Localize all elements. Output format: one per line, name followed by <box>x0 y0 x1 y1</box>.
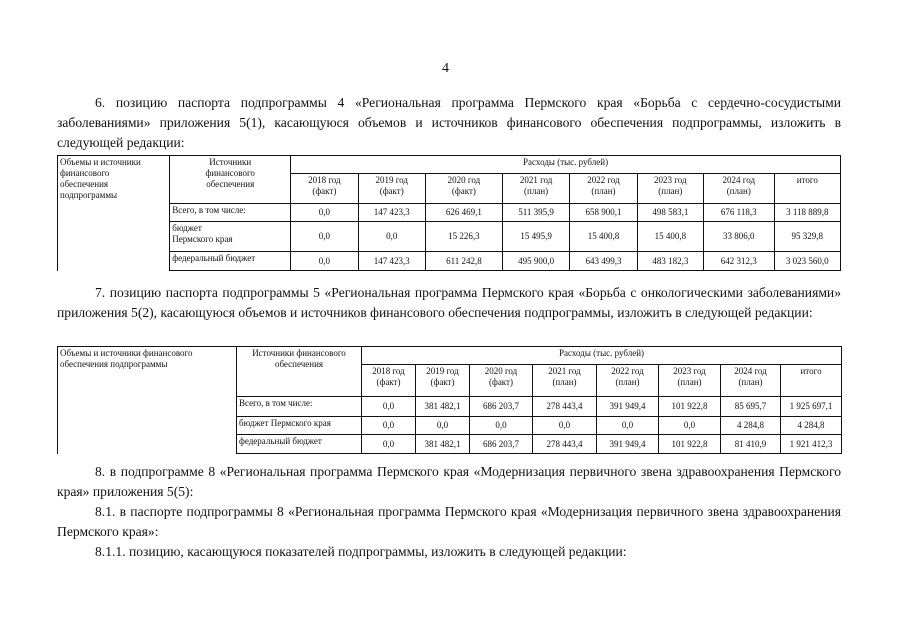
year-header <box>291 174 358 204</box>
year-header-line: 2021 год <box>548 366 581 376</box>
value-cell: 0,0 <box>533 417 597 435</box>
row-label <box>170 222 291 252</box>
value-cell: 0,0 <box>470 417 533 435</box>
value-cell: 1 921 412,3 <box>781 435 842 454</box>
year-header-line: (план) <box>552 377 577 387</box>
header-volumes-sources <box>58 347 237 454</box>
year-header-line: 2018 год <box>308 175 341 185</box>
value-cell: 4 284,8 <box>721 417 781 435</box>
year-header-line: (факт) <box>376 377 401 387</box>
value-cell: 626 469,1 <box>425 204 502 222</box>
value-cell: 101 922,8 <box>659 397 721 417</box>
table-row <box>58 222 841 252</box>
year-header <box>570 174 637 204</box>
value-cell: 0,0 <box>362 435 416 454</box>
value-cell: 15 400,8 <box>570 222 637 252</box>
value-cell: 0,0 <box>291 252 358 271</box>
value-cell: 3 118 889,8 <box>774 204 840 222</box>
year-header <box>533 365 597 397</box>
year-header <box>358 174 425 204</box>
row-label <box>237 417 362 435</box>
value-cell: 15 400,8 <box>637 222 703 252</box>
year-header-line: (факт) <box>488 377 513 387</box>
header-expenses: Расходы (тыс. рублей) <box>291 156 841 174</box>
year-header <box>470 365 533 397</box>
paragraph-8-1-1: 8.1.1. позицию, касающуюся показателей подпрограммы, изложить в следующей редакции: <box>95 544 627 559</box>
header-financing-sources-line: финансового <box>205 168 255 178</box>
header-financing-sources <box>170 156 291 204</box>
value-cell: 511 395,9 <box>502 204 569 222</box>
paragraph-6: 6. позицию паспорта подпрограммы 4 «Региональная программа Пермского края «Борьба с сердечно-сосудистыми заболеваниями» приложения 5(1), касающуюся объемов и источников финансового обеспечения подпрограммы, изложить в следующей редакции: <box>57 95 841 150</box>
year-header-line: 2020 год <box>447 175 481 185</box>
year-header-line: 2022 год <box>611 366 644 376</box>
year-header <box>659 365 721 397</box>
value-cell: 0,0 <box>362 417 416 435</box>
value-cell: 0,0 <box>291 204 358 222</box>
year-header-line: (план) <box>591 186 616 196</box>
year-header <box>781 365 842 397</box>
year-header <box>597 365 659 397</box>
value-cell: 101 922,8 <box>659 435 721 454</box>
header-financing-sources-line: Источники <box>209 157 252 167</box>
year-header <box>637 174 703 204</box>
header-volumes-sources-line: Объемы и источники финансового <box>60 348 193 358</box>
paragraph-8: 8. в подпрограмме 8 «Региональная программа Пермского края «Модернизация первичного звена здравоохранения Пермского края» приложения 5(5): <box>57 464 841 499</box>
year-header-line: итого <box>800 366 822 376</box>
header-financing-sources-line: обеспечения <box>274 359 324 369</box>
value-cell: 686 203,7 <box>470 435 533 454</box>
year-header-line: 2019 год <box>426 366 459 376</box>
row-label <box>237 435 362 454</box>
year-header <box>502 174 569 204</box>
year-header <box>721 365 781 397</box>
year-header-line: (факт) <box>379 186 404 196</box>
row-label-line: Всего, в том числе: <box>172 205 246 215</box>
year-header-line: 2021 год <box>519 175 553 185</box>
value-cell: 391 949,4 <box>597 435 659 454</box>
value-cell: 686 203,7 <box>470 397 533 417</box>
page-number: 4 <box>442 61 449 76</box>
value-cell: 0,0 <box>597 417 659 435</box>
value-cell: 611 242,8 <box>425 252 502 271</box>
value-cell: 658 900,1 <box>570 204 637 222</box>
value-cell: 147 423,3 <box>358 252 425 271</box>
value-cell: 147 423,3 <box>358 204 425 222</box>
value-cell: 33 806,0 <box>703 222 774 252</box>
year-header <box>774 174 840 204</box>
value-cell: 643 499,3 <box>570 252 637 271</box>
value-cell: 391 949,4 <box>597 397 659 417</box>
value-cell: 381 482,1 <box>416 397 470 417</box>
header-volumes-sources-line: обеспечения подпрограммы <box>60 359 168 369</box>
value-cell: 0,0 <box>659 417 721 435</box>
year-header-line: 2024 год <box>734 366 767 376</box>
value-cell: 0,0 <box>416 417 470 435</box>
year-header-line: 2022 год <box>587 175 620 185</box>
year-header <box>362 365 416 397</box>
financing-table-2 <box>57 346 842 454</box>
year-header-line: 2024 год <box>722 175 756 185</box>
value-cell: 278 443,4 <box>533 435 597 454</box>
row-label-line: бюджет Пермского края <box>239 418 331 428</box>
year-header-line: (факт) <box>430 377 455 387</box>
header-financing-sources <box>237 347 362 397</box>
year-header-line: (план) <box>677 377 702 387</box>
year-header-line: 2018 год <box>372 366 405 376</box>
financing-table-1 <box>57 155 841 271</box>
header-financing-sources-line: Источники финансового <box>252 348 346 358</box>
row-label-line: Всего, в том числе: <box>239 398 313 408</box>
value-cell: 642 312,3 <box>703 252 774 271</box>
value-cell: 0,0 <box>358 222 425 252</box>
table-row <box>58 252 841 271</box>
value-cell: 0,0 <box>362 397 416 417</box>
value-cell: 3 023 560,0 <box>774 252 840 271</box>
value-cell: 1 925 697,1 <box>781 397 842 417</box>
paragraph-8-1: 8.1. в паспорте подпрограммы 8 «Региональная программа Пермского края «Модернизация первичного звена здравоохранения Пермского края»: <box>57 504 841 539</box>
year-header-line: (факт) <box>451 186 476 196</box>
year-header-line: (план) <box>726 186 751 196</box>
year-header-line: 2023 год <box>654 175 687 185</box>
row-label-line: Пермского края <box>172 234 233 244</box>
year-header-line: 2020 год <box>484 366 518 376</box>
header-volumes-sources-line: финансового <box>60 168 110 178</box>
header-volumes-sources-line: Объемы и источники <box>60 157 141 167</box>
row-label-line: федеральный бюджет <box>172 253 256 263</box>
year-header <box>703 174 774 204</box>
header-volumes-sources-line: обеспечения <box>60 179 109 189</box>
header-volumes-sources-line: подпрограммы <box>60 190 118 200</box>
year-header-line: 2023 год <box>673 366 706 376</box>
value-cell: 676 118,3 <box>703 204 774 222</box>
year-header-line: итого <box>796 175 818 185</box>
year-header-line: 2019 год <box>375 175 408 185</box>
year-header-line: (план) <box>738 377 763 387</box>
value-cell: 81 410,9 <box>721 435 781 454</box>
value-cell: 483 182,3 <box>637 252 703 271</box>
value-cell: 85 695,7 <box>721 397 781 417</box>
value-cell: 95 329,8 <box>774 222 840 252</box>
year-header-line: (план) <box>658 186 683 196</box>
header-volumes-sources <box>58 156 170 271</box>
value-cell: 0,0 <box>291 222 358 252</box>
value-cell: 381 482,1 <box>416 435 470 454</box>
value-cell: 4 284,8 <box>781 417 842 435</box>
header-expenses: Расходы (тыс. рублей) <box>362 347 842 365</box>
value-cell: 495 900,0 <box>502 252 569 271</box>
row-label-line: бюджет <box>172 223 202 233</box>
year-header <box>416 365 470 397</box>
row-label <box>170 204 291 222</box>
value-cell: 278 443,4 <box>533 397 597 417</box>
year-header-line: (план) <box>615 377 640 387</box>
row-label-line: федеральный бюджет <box>239 436 322 446</box>
year-header-line: (факт) <box>312 186 337 196</box>
table-row <box>58 204 841 222</box>
paragraph-7: 7. позицию паспорта подпрограммы 5 «Региональная программа Пермского края «Борьба с онкологическими заболеваниями» приложения 5(2), касающуюся объемов и источников финансового обеспечения подпрограммы, изложить в следующей редакции: <box>57 285 841 320</box>
value-cell: 498 583,1 <box>637 204 703 222</box>
value-cell: 15 226,3 <box>425 222 502 252</box>
year-header-line: (план) <box>524 186 549 196</box>
row-label <box>237 397 362 417</box>
year-header <box>425 174 502 204</box>
header-financing-sources-line: обеспечения <box>206 179 255 189</box>
value-cell: 15 495,9 <box>502 222 569 252</box>
row-label <box>170 252 291 271</box>
